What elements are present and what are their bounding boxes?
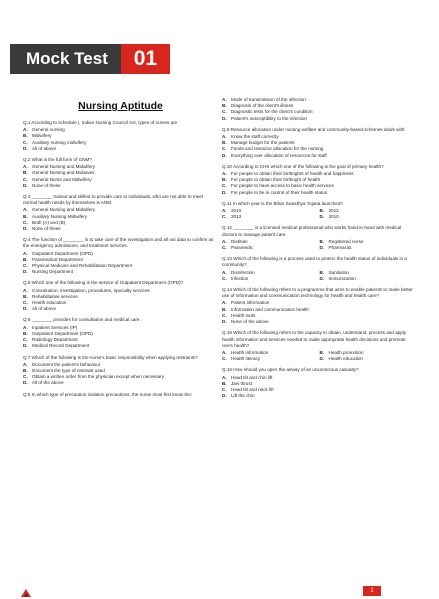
header-title: Mock Test <box>10 44 121 74</box>
question-text: Q.3 ________ trained and skilled to provide care to individuals, who are not able to meet normal health needs by themselves is ANM. <box>23 194 204 206</box>
question-block <box>222 97 417 122</box>
option-key: B. <box>23 256 28 262</box>
option-key: B. <box>23 330 28 336</box>
left-column <box>23 99 218 403</box>
logo-icon <box>20 588 32 598</box>
option-text: Consultation, investigation, procedures, specialty services <box>32 287 150 293</box>
option-key: D. <box>23 269 28 275</box>
option-key: A. <box>23 207 28 213</box>
option-text: Outpatient Department (OPD) <box>32 250 93 256</box>
option-key: C. <box>23 139 28 145</box>
option-row <box>222 245 417 251</box>
option-key: A. <box>23 127 28 133</box>
option-text: For people to obtain their birthright of health <box>231 177 321 183</box>
option-key: C. <box>222 214 227 220</box>
option-key: D. <box>222 319 227 325</box>
question-block <box>23 157 218 189</box>
option-row <box>23 183 218 189</box>
option-text: None of these <box>32 226 61 232</box>
page-number: 1 <box>363 586 381 596</box>
option-key: D. <box>23 343 28 349</box>
option-text: Inpatient Services (IP) <box>32 324 78 330</box>
option-text: Information and communication health <box>231 306 309 312</box>
option-text: None of the above <box>231 319 269 325</box>
question-text: Q.14 Which of the following refers to a programme that aims to enable patients to make better use of information and communication technology for health and health care? <box>222 287 413 299</box>
question-block <box>23 237 218 275</box>
option-key: D. <box>23 380 28 386</box>
question-text: Q.16 How should you open the airway of an unconscious casualty? <box>222 367 359 373</box>
option-key: C. <box>222 356 227 362</box>
option-text: Rehabilitative services <box>32 293 78 299</box>
question-block <box>23 120 218 152</box>
option-text: Diagnostic tests for the client's condition <box>231 109 313 115</box>
option-key: D. <box>23 182 28 188</box>
option-text: Medical Record Department <box>32 343 90 349</box>
option-key: B. <box>222 140 227 146</box>
option-text: Jaw thrust <box>231 380 252 386</box>
option-key: A. <box>222 269 227 275</box>
right-column <box>222 97 417 404</box>
question-text: Q.13 Which of the following is a process used to protect the health status of individuals in a community? <box>222 256 407 268</box>
option-key: D. <box>222 393 227 399</box>
option-text: Head tilt and neck lift <box>231 386 274 392</box>
option-key: A. <box>222 374 227 380</box>
question-block <box>222 127 417 159</box>
option-text: General Nursing and Midwifery <box>32 164 96 170</box>
option-text: Paramedic <box>231 245 253 251</box>
option-text: Manage budget for the patients <box>231 140 295 146</box>
option-key: A. <box>222 134 227 140</box>
option-text: Health literacy <box>231 356 261 362</box>
option-text: Auxiliary Nursing Midwifery <box>32 213 88 219</box>
option-row <box>222 393 417 399</box>
option-key: A. <box>222 97 227 102</box>
option-key: B. <box>222 380 227 386</box>
option-row <box>222 276 417 282</box>
question-text: Q.11 In which year is the Bihar Swasthya Yojana launched? <box>222 200 343 206</box>
question-text: Q.8 In which type of precaution isolation precautions, the nurse must first know the: <box>23 391 193 397</box>
option-key: C. <box>23 374 28 380</box>
option-key: B. <box>222 306 227 312</box>
document-title: Nursing Aptitude <box>78 100 163 112</box>
option-key: D. <box>319 245 325 251</box>
option-key: A. <box>23 164 28 170</box>
option-text: Nursing Department <box>32 269 74 275</box>
option-text: Patient's susceptibility to the infection <box>231 115 307 121</box>
header-banner <box>10 44 170 74</box>
option-key: D. <box>23 306 28 312</box>
option-text: Know the staff correctly <box>231 134 279 140</box>
option-row <box>23 269 218 275</box>
option-text: Registered nurse <box>328 238 364 244</box>
option-text: Mode of transmission of the infection <box>231 97 306 102</box>
option-key: A. <box>222 171 227 177</box>
option-text: Disinfection <box>231 269 255 275</box>
option-row <box>23 343 218 349</box>
option-text: Dietitian <box>231 238 248 244</box>
option-key: A. <box>222 238 227 244</box>
question-block <box>23 392 218 398</box>
option-key: B. <box>222 177 227 183</box>
option-text: 2010 <box>231 208 242 214</box>
option-text: For people to have access to basic health services <box>231 183 334 189</box>
question-block <box>222 201 417 221</box>
option-text: General nursing <box>32 127 65 133</box>
question-block <box>222 225 417 251</box>
question-text: Q.10 According to CHS which one of the following is the goal of primary health? <box>222 163 384 169</box>
option-key: D. <box>319 214 325 220</box>
question-block <box>23 355 218 387</box>
option-key: A. <box>23 250 28 256</box>
option-text: Midwifery <box>32 133 52 139</box>
option-row <box>23 306 218 312</box>
option-text: Outpatient Department (OPD) <box>32 330 93 336</box>
option-text: Lift the chin <box>231 393 255 399</box>
option-text: Head tilt and chin lift <box>231 374 273 380</box>
option-key: D. <box>222 189 227 195</box>
option-key: D. <box>23 226 28 232</box>
option-text: Document the patient's behaviour <box>32 361 101 367</box>
option-text: General Nursing and Midwives <box>32 170 95 176</box>
option-text: For people to obtain their birthrights of health and happiness <box>231 171 354 177</box>
option-key: B. <box>319 269 325 275</box>
option-key: C. <box>222 386 227 392</box>
option-key: D. <box>23 145 28 151</box>
option-text: Funds and resource allocation for the nursing <box>231 146 324 152</box>
option-text: Health tools <box>231 312 256 318</box>
option-text: 2013 <box>231 214 242 220</box>
option-key: C. <box>23 337 28 343</box>
option-row <box>222 116 417 122</box>
option-key: C. <box>23 176 28 182</box>
option-row <box>222 190 417 196</box>
option-key: B. <box>23 170 28 176</box>
option-key: A. <box>23 287 28 293</box>
option-text: All of above <box>32 306 57 312</box>
option-key: C. <box>222 275 227 281</box>
option-text: Auxiliary nursing midwifery <box>32 139 87 145</box>
option-text: Health promotion <box>328 349 364 355</box>
option-text: Patient information <box>231 300 270 306</box>
option-key: B. <box>319 208 325 214</box>
option-text: Radiology Department <box>32 337 78 343</box>
option-key: C. <box>222 109 227 115</box>
question-block <box>222 164 417 196</box>
option-text: Immunization <box>328 275 356 281</box>
option-key: B. <box>23 213 28 219</box>
option-text: None of these <box>32 182 61 188</box>
question-block <box>222 367 417 399</box>
option-text: Everything over allocation of resources for staff <box>231 152 327 158</box>
option-row <box>222 356 417 362</box>
option-key: C. <box>222 183 227 189</box>
question-text: Q.4 The function of ________ is to take care of the investigation and all out data to confirm as the emergency admissions, and treatment services. <box>23 237 214 249</box>
option-text: Diagnosis of the client's illness <box>231 103 294 109</box>
option-text: Health education <box>328 356 363 362</box>
option-key: C. <box>23 300 28 306</box>
question-text: Q.9 Resource allocation under nursing welfare and community-based schemes deals with: <box>222 126 406 132</box>
question-text: Q.7 Which of the following is the nurse's basic responsibility when applying restraints? <box>23 354 198 360</box>
option-row <box>23 146 218 152</box>
option-row <box>222 153 417 159</box>
option-text: Pharmacist <box>328 245 352 251</box>
option-text: 2010 <box>328 214 339 220</box>
question-text: Q.2 What is the full form of GNM? <box>23 157 92 163</box>
option-text: All of the above <box>32 380 64 386</box>
option-text: Sanitation <box>328 269 349 275</box>
option-text: Physical Medicine and Rehabilitation Department <box>32 263 133 269</box>
question-text: Q.5 Which one of the following is the service of Outpatient Department (OPD)? <box>23 280 184 286</box>
question-text: Q.15 Which of the following refers to the capacity to obtain, understand, process and apply health information and services needed to make appropriate health decisions and promote one's health? <box>222 330 407 348</box>
option-key: B. <box>319 349 325 355</box>
option-key: D. <box>222 115 227 121</box>
option-key: B. <box>23 293 28 299</box>
option-text: For people to be in control of their health status <box>231 189 328 195</box>
header-number: 01 <box>121 44 170 74</box>
question-text: Q.6 ________ provides for consultation and medical care. <box>23 317 141 323</box>
option-key: A. <box>222 349 227 355</box>
option-key: C. <box>222 245 227 251</box>
option-key: C. <box>23 219 28 225</box>
option-row <box>222 214 417 220</box>
option-key: D. <box>319 356 325 362</box>
option-key: C. <box>222 312 227 318</box>
option-text: General Nurse and Midwifery <box>32 176 92 182</box>
option-text: Paramedical Department <box>32 256 83 262</box>
question-block <box>222 287 417 325</box>
option-key: B. <box>319 238 325 244</box>
option-key: C. <box>23 263 28 269</box>
option-key: A. <box>222 208 227 214</box>
question-block <box>23 317 218 349</box>
option-text: Health information <box>231 349 269 355</box>
option-key: D. <box>222 152 227 158</box>
option-text: Document the type of restraint used <box>32 367 105 373</box>
option-text: Both (A) and (B) <box>32 219 66 225</box>
option-text: All of above <box>32 145 57 151</box>
option-key: A. <box>23 324 28 330</box>
option-text: General Nursing and Midwifery <box>32 207 96 213</box>
option-key: C. <box>222 146 227 152</box>
question-block <box>222 330 417 362</box>
option-key: B. <box>23 133 28 139</box>
option-text: 2012 <box>328 208 339 214</box>
option-key: B. <box>222 103 227 109</box>
option-text: Infection <box>231 275 249 281</box>
option-text: Health education <box>32 300 67 306</box>
option-row <box>222 319 417 325</box>
question-block <box>23 194 218 232</box>
question-text: Q.12 ________ is a licensed medical professional who works hand-in-hand with medical doctors to manage patient care. <box>222 225 402 237</box>
option-key: A. <box>222 300 227 306</box>
option-text: Obtain a written order from the physician except when necessary <box>32 374 165 380</box>
question-text: Q.1 According to schedule I, Indian Nursing Council Act, types of nurses are <box>23 120 178 125</box>
question-block <box>222 256 417 282</box>
option-key: D. <box>319 275 325 281</box>
question-block <box>23 280 218 312</box>
option-row <box>23 380 218 386</box>
option-key: A. <box>23 361 28 367</box>
option-key: B. <box>23 367 28 373</box>
option-row <box>23 226 218 232</box>
